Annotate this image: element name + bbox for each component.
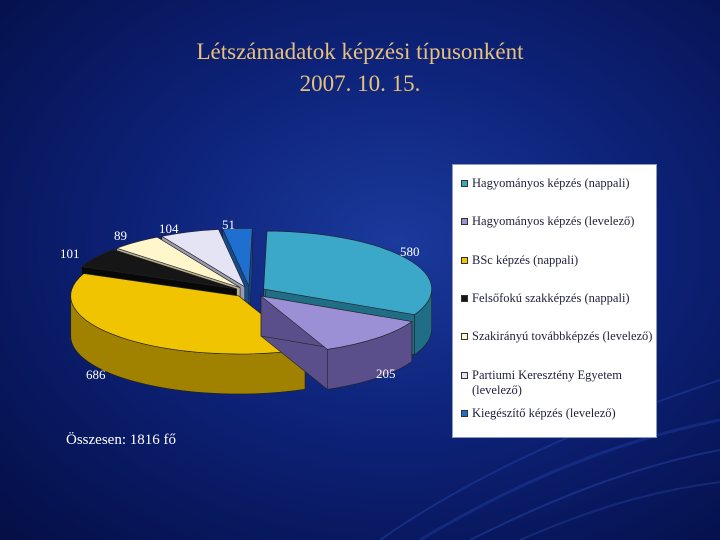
- legend-swatch: [461, 295, 468, 302]
- legend-label: BSc képzés (nappali): [472, 253, 579, 267]
- legend-label: Szakirányú továbbképzés (levelező): [472, 329, 653, 343]
- legend-label: Kiegészítő képzés (levelező): [472, 406, 616, 420]
- data-label: 89: [114, 228, 127, 243]
- legend-swatch: [461, 180, 468, 187]
- legend-swatch: [461, 372, 468, 379]
- legend-label: Hagyományos képzés (nappali): [472, 176, 630, 190]
- legend-label: Felsőfokú szakképzés (nappali): [472, 291, 630, 305]
- data-label: 101: [60, 246, 80, 261]
- data-label: 205: [376, 366, 396, 381]
- data-label: 580: [400, 244, 420, 259]
- data-label: 686: [86, 367, 106, 382]
- legend-swatch: [461, 410, 468, 417]
- legend-swatch: [461, 333, 468, 340]
- legend-swatch: [461, 257, 468, 264]
- data-label: 104: [159, 221, 179, 236]
- legend-label: Partiumi Keresztény Egyetem (levelező): [472, 368, 622, 397]
- chart-legend: [452, 164, 657, 438]
- total-label: Összesen: 1816 fő: [66, 432, 176, 448]
- legend-swatch: [461, 218, 468, 225]
- chart-title-line1: Létszámadatok képzési típusonként: [196, 39, 524, 64]
- data-label: 51: [222, 217, 235, 232]
- chart-title-line2: 2007. 10. 15.: [299, 71, 421, 96]
- legend-label: Hagyományos képzés (levelező): [472, 214, 635, 228]
